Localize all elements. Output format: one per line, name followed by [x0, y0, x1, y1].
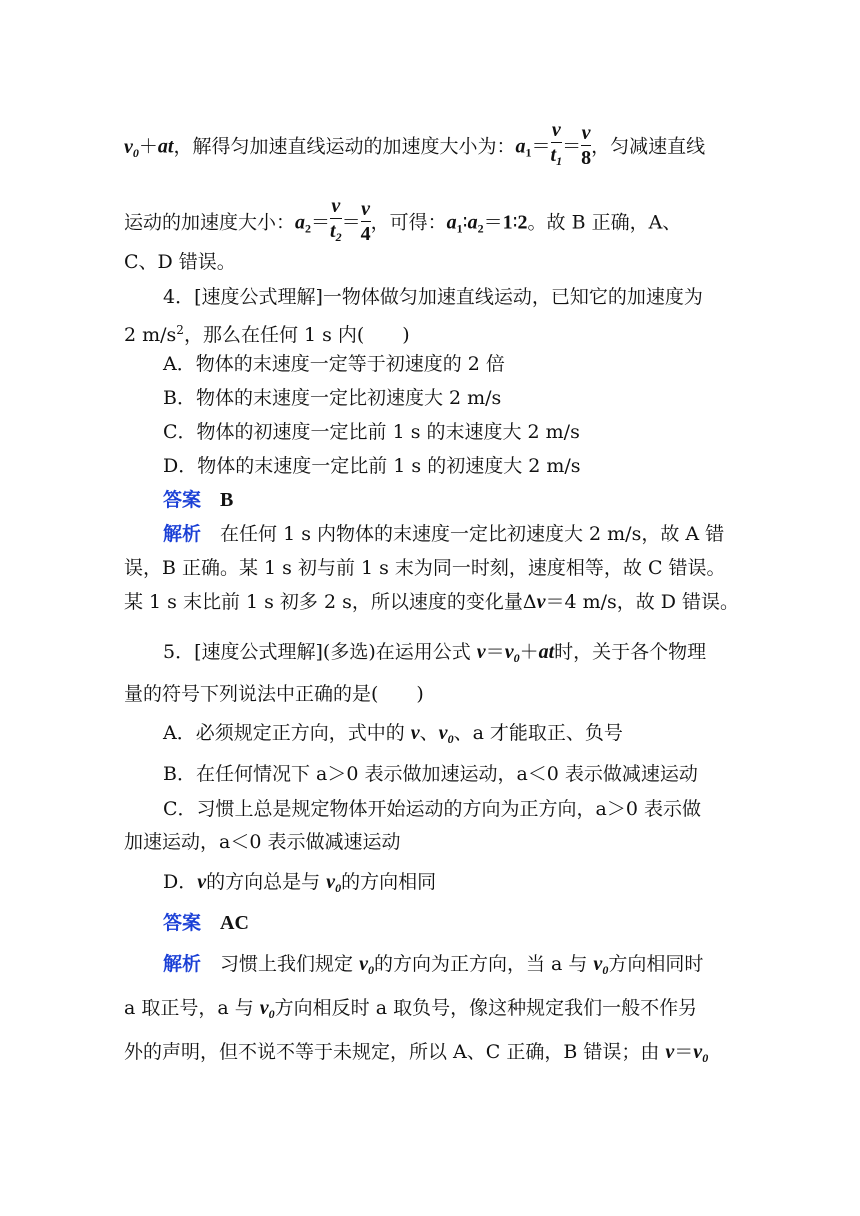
- q4-analysis-2: 误，B 正确。某 1 s 初与前 1 s 末为同一时刻，速度相等，故 C 错误。: [124, 557, 726, 579]
- q4-option-d: D．物体的末速度一定比前 1 s 的初速度大 2 m/s: [163, 455, 581, 477]
- q5-option-a: A．必须规定正方向，式中的 v、$v_0$、a 才能取正、负号: [163, 722, 623, 746]
- q5-option-b: B．在任何情况下 a＞0 表示做加速运动，a＜0 表示做减速运动: [163, 763, 698, 785]
- fraction-v-over-t2: $\frac{v}{t_2}$: [330, 195, 342, 244]
- q4-option-b: B．物体的末速度一定比初速度大 2 m/s: [163, 387, 502, 409]
- q5-stem-2: 量的符号下列说法中正确的是( ): [124, 683, 424, 705]
- text-line-2: 运动的加速度大小：$a_2=$ $\frac{v}{t_2}$ ＝ $\frac{v}{4}$ ，可得：$a_1∶a_2=1∶2$。故 B 正确，A、: [124, 196, 681, 251]
- q4-analysis-1: 解析 在任何 1 s 内物体的末速度一定比初速度大 2 m/s，故 A 错: [163, 523, 725, 545]
- q5-answer: 答案 AC: [163, 912, 249, 934]
- fraction-v-over-4: $\frac{v}{4}$: [360, 198, 371, 245]
- v0-symbol: $v_0$: [124, 135, 139, 160]
- text-line-3: C、D 错误。: [124, 251, 236, 273]
- q5-option-c: C．习惯上总是规定物体开始运动的方向为正方向，a＞0 表示做: [163, 798, 701, 820]
- fraction-v-over-t1: $\frac{v}{t_1}$: [550, 119, 563, 168]
- q5-analysis-1: 解析 习惯上我们规定 $v_0$的方向为正方向，当 a 与 $v_0$方向相同时: [163, 953, 704, 977]
- a2-subscript: 2: [305, 221, 312, 236]
- q5-option-d: D．v的方向总是与 $v_0$的方向相同: [163, 871, 437, 895]
- a1-symbol: a: [515, 135, 526, 158]
- analysis-label: 解析: [163, 523, 202, 545]
- answer-label: 答案: [163, 912, 202, 934]
- q4-answer: 答案 B: [163, 489, 234, 511]
- q4-stem-2: 2 $m/s^2$，那么在任何 1 s 内( ): [124, 323, 410, 346]
- q5-stem: 5．[速度公式理解](多选)在运用公式 $v=v_0+at$时，关于各个物理: [163, 641, 707, 665]
- q5-analysis-3: 外的声明，但不说不等于未规定，所以 A、C 正确，B 错误；由 $v=v_0$: [124, 1041, 709, 1065]
- q5-option-c-2: 加速运动，a＜0 表示做减速运动: [124, 831, 401, 853]
- a2-symbol: a: [295, 211, 306, 234]
- at-symbol: at: [157, 135, 174, 158]
- q4-option-a: A．物体的末速度一定等于初速度的 2 倍: [163, 353, 505, 375]
- answer-label: 答案: [163, 489, 202, 511]
- analysis-label: 解析: [163, 953, 202, 975]
- fraction-v-over-8: $\frac{v}{8}$: [581, 122, 592, 169]
- a1-subscript: 1: [525, 145, 532, 160]
- q4-analysis-3: 某 1 s 末比前 1 s 初多 2 s，所以速度的变化量Δv＝4 m/s，故 D 错误。: [124, 591, 740, 613]
- q4-stem: 4．[速度公式理解]一物体做匀加速直线运动，已知它的加速度为: [163, 286, 703, 308]
- q5-analysis-2: a 取正号，a 与 $v_0$方向相反时 a 取负号，像这种规定我们一般不作另: [124, 997, 698, 1021]
- text-line-1: $v_0+at$，解得匀加速直线运动的加速度大小为：$a_1=$ $\frac{v}{t_1}$ ＝ $\frac{v}{8}$ ，匀减速直线: [124, 120, 705, 175]
- q4-option-c: C．物体的初速度一定比前 1 s 的末速度大 2 m/s: [163, 421, 580, 443]
